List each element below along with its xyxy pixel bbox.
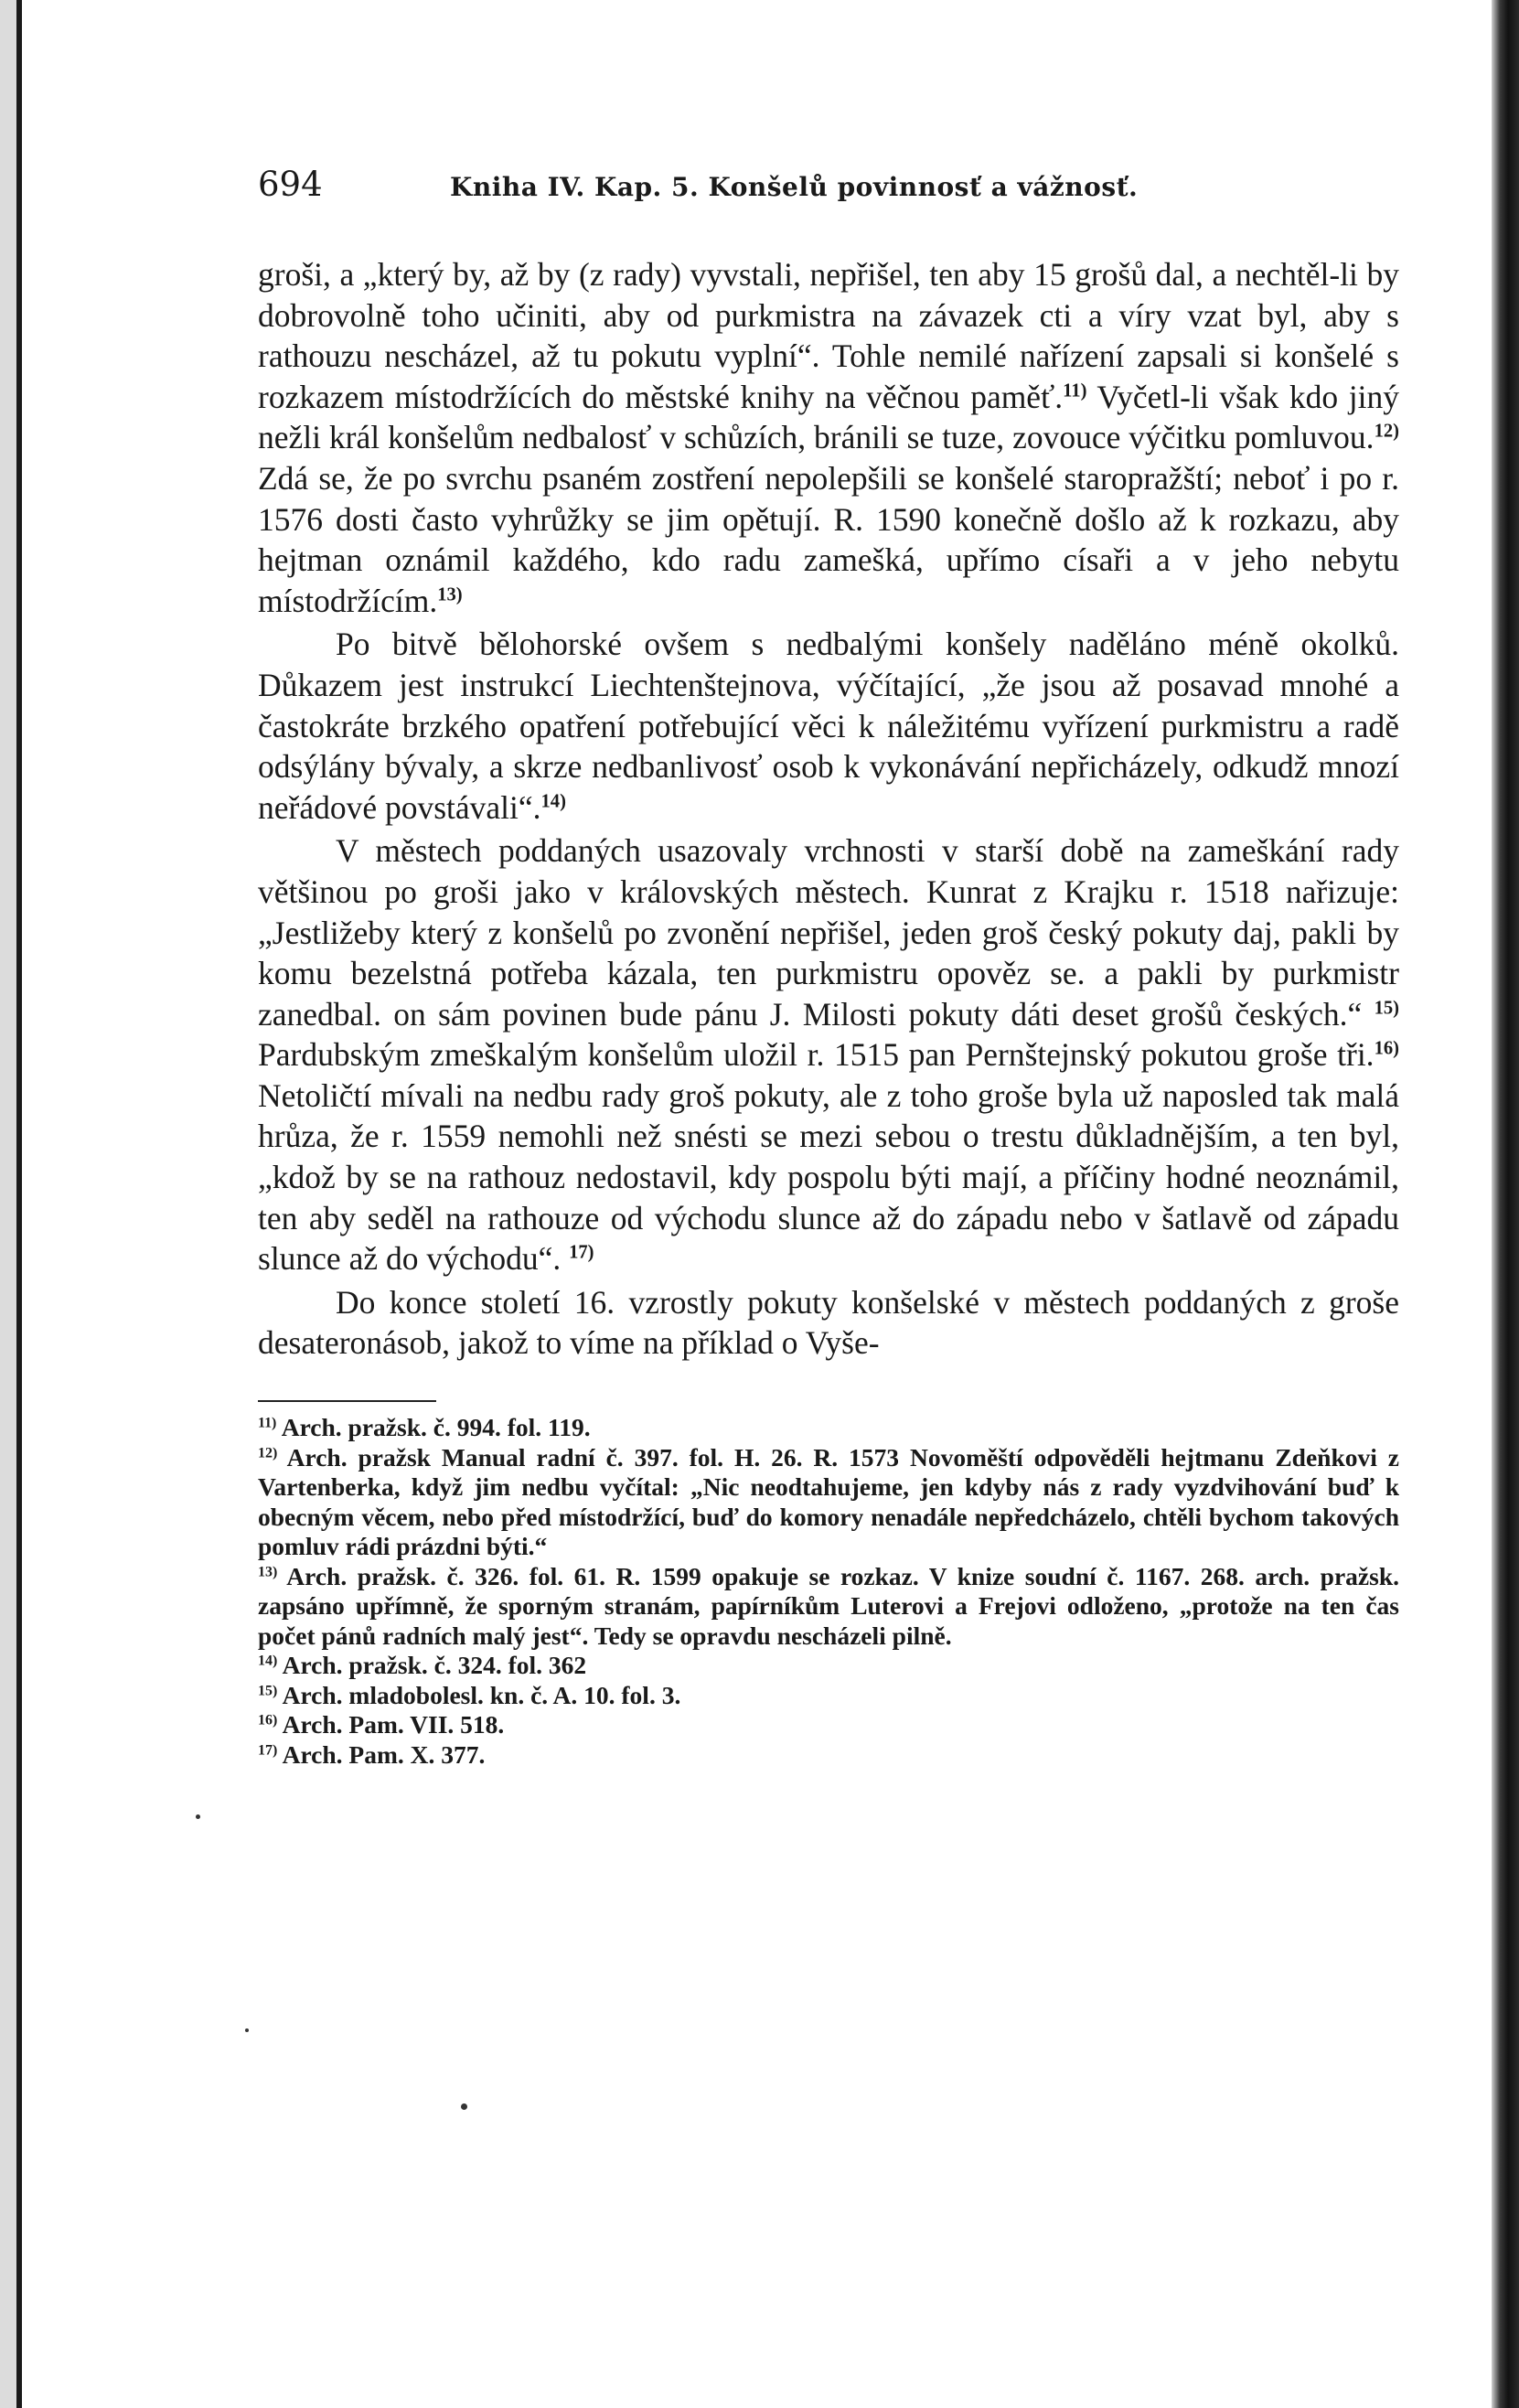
- footnote: [258, 1710, 1399, 1740]
- footnote-number: 14): [258, 1653, 278, 1669]
- page-header: [258, 165, 1399, 210]
- footnote-ref: 14): [540, 791, 566, 812]
- text-run: V městech poddaných usazovaly vrchnosti v starší době na zameškání rady většinou po groši jako v královských městech. Kunrat z Krajku r. 1518 nařizuje: „Jestližeby který z konšelů po zvonění nepřišel, jeden groš český pokuty daj, pakli by komu bezelstná potřeba kázala, ten purkmistru opověz se. a pakli by purkmistr zanedbal. on sám povinen bude pánu J. Milosti pokuty dáti deset grošů českých.“: [258, 832, 1399, 1033]
- scan-left-margin: [0, 0, 16, 2408]
- footnote-text: Arch. mladobolesl. kn. č. A. 10. fol. 3.: [282, 1680, 681, 1709]
- scan-speck: [245, 2028, 249, 2032]
- footnote-text: Arch. pražsk Manual radní č. 397. fol. H. 26. R. 1573 Novoměští odpověděli hejtmanu Zdeňkovi z Vartenberka, když jim nedbu vyčítal: „Nic neodtahujeme, jen kdyby nás z rady vyzdvihování buď k obecným věcem, nebo před místodržící, buď do komory nenadále nepředcházelo, chtěli bychom takových pomluv rádi prázdni býti.“: [258, 1442, 1400, 1561]
- footnote-text: Arch. Pam. VII. 518.: [282, 1710, 505, 1739]
- footnote-number: 16): [258, 1712, 278, 1728]
- paragraph: [258, 254, 1399, 621]
- footnote: [258, 1740, 1399, 1771]
- footnote-number: 13): [258, 1563, 278, 1579]
- paragraph: [258, 624, 1399, 828]
- paragraph: [258, 1282, 1399, 1364]
- footnote-number: 17): [258, 1741, 278, 1758]
- paragraph: [258, 830, 1399, 1279]
- footnote-ref: 13): [437, 584, 463, 605]
- footnote-number: 12): [258, 1444, 278, 1461]
- text-run: groši, a „který by, až by (z rady) vyvstali, nepřišel, ten aby 15 grošů dal, a nechtěl-li by dobrovolně toho učiniti, aby od purkmistra na závazek cti a víry vzat byl, aby s rathouzu nescházel, až tu pokutu vyplní“. Tohle nemilé nařízení zapsali si konšelé s rozkazem místodržících do městské knihy na věčnou paměť.: [258, 256, 1399, 415]
- footnote-text: Arch. pražsk. č. 326. fol. 61. R. 1599 opakuje se rozkaz. V knize soudní č. 1167. 268. arch. pražsk. zapsáno upřímně, že sporným stranám, papírníkům Luterovi a Frejovi odloženo, „protože na ten čas počet pánů radních malý jest“. Tedy se opravdu nescházeli pilně.: [258, 1561, 1399, 1650]
- text-run: Po bitvě bělohorské ovšem s nedbalými konšely naděláno méně okolků. Důkazem jest instrukcí Liechtenštejnova, výčítající, „že jsou až posavad mnohé a častokráte brzkého opatření potřebující věci k náležitému vyřízení purkmistru a radě odsýlány bývaly, a skrze nedbanlivosť osob k vykonávání nepřicházely, odkudž mnozí neřádové povstávali“.: [258, 626, 1399, 826]
- footnote-ref: 11): [1063, 380, 1087, 401]
- footnote-text: Arch. pražsk. č. 324. fol. 362: [282, 1651, 587, 1680]
- scan-right-edge: [1492, 0, 1519, 2408]
- page-number: 694: [258, 165, 323, 204]
- footnote-ref: 17): [569, 1242, 594, 1263]
- scan-speck: [461, 2103, 467, 2110]
- footnote-ref: 12): [1374, 422, 1399, 443]
- footnote-number: 15): [258, 1682, 278, 1698]
- scan-speck: [196, 1814, 200, 1819]
- scan-left-edge: [16, 0, 22, 2408]
- text-run: Do konce století 16. vzrostly pokuty konšelské v městech poddaných z groše desateronásob, jakož to víme na příklad o Vyše-: [258, 1283, 1399, 1362]
- footnote-ref: 16): [1374, 1038, 1399, 1059]
- footnote: [258, 1681, 1399, 1711]
- body-text: [258, 254, 1399, 1364]
- footnote: [258, 1651, 1399, 1681]
- footnotes: [258, 1413, 1399, 1770]
- footnote: [258, 1562, 1399, 1652]
- footnote-ref: 15): [1374, 998, 1399, 1019]
- footnote: [258, 1443, 1399, 1562]
- footnote-text: Arch. pražsk. č. 994. fol. 119.: [281, 1413, 591, 1442]
- text-run: Pardubským zmeškalým konšelům uložil r. 1515 pan Pernštejnský pokutou groše tři.: [258, 1036, 1375, 1074]
- footnote: [258, 1413, 1399, 1443]
- text-run: Vyčetl-li však kdo jiný nežli král konšelům nedbalosť v schůzích, bránili se tuze, zovouce výčitku pomluvou.: [258, 378, 1399, 456]
- running-head: Kniha IV. Kap. 5. Konšelů povinnosť a vážnosť.: [450, 172, 1139, 202]
- footnote-text: Arch. Pam. X. 377.: [282, 1739, 486, 1769]
- text-run: Zdá se, že po svrchu psaném zostření nepolepšili se konšelé staropražští; neboť i po r. 1576 dosti často vyhrůžky se jim opětují. R. 1590 konečně došlo až k rozkazu, aby hejtman oznámil každého, kdo radu zamešká, upřímo císaři a v jeho nebytu místodržícím.: [258, 459, 1399, 619]
- text-run: Netoličtí mívali na nedbu rady groš pokuty, ale z toho groše byla už naposled tak malá hrůza, že r. 1559 nemohli než snésti se mezi sebou o trestu důkladnějším, a ten byl, „kdož by se na rathouz nedostavil, kdy pospolu býti mají, a příčiny hodné neoznámil, ten aby seděl na rathouze od východu slunce až do západu nebo v šatlavě od západu slunce až do východu“.: [258, 1076, 1399, 1278]
- book-page: [258, 165, 1399, 1770]
- footnote-rule: [258, 1400, 436, 1402]
- footnote-number: 11): [258, 1415, 277, 1431]
